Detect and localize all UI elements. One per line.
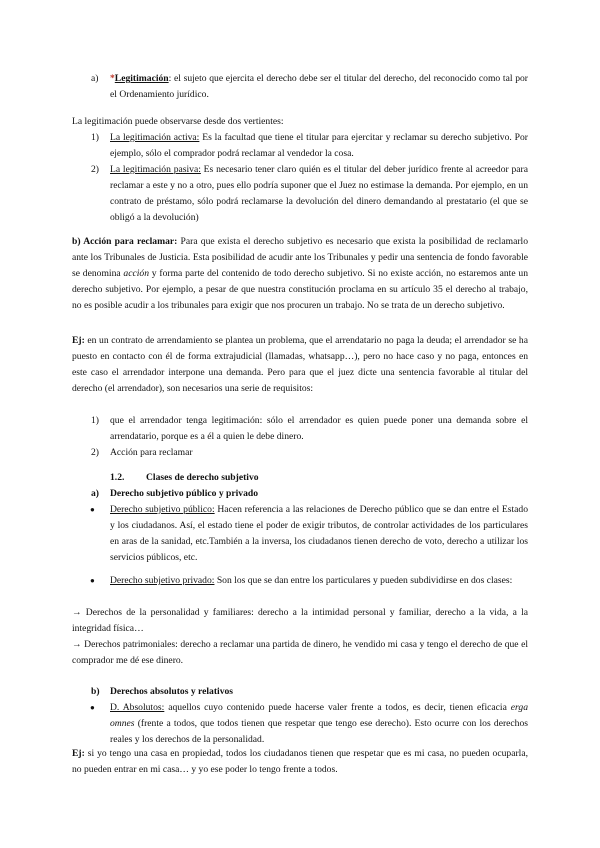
sub-b-bullet-absolutos (90, 700, 528, 748)
item-a-star: * (110, 73, 115, 84)
legit-item-number: 1) (91, 132, 99, 143)
ej1-item-number: 2) (91, 447, 99, 458)
ej1-label: Ej: (72, 335, 85, 346)
ej1-item-2 (91, 445, 528, 461)
ej2-text: si yo tengo una casa en propiedad, todos los ciudadanos tienen que respetar que es mi casa, no pueden ocuparla, no pueden entrar en mi casa… y yo ese poder lo tengo frente a todos. (72, 748, 528, 775)
accion-text-1: Para que exista el derecho subjetivo es necesario que exista la posibilidad de reclamarlo ante los Tribunales de Justicia. Esta posibilidad de acudir ante los Tribunales y pedir una sentencia de fondo favorable se denomina (72, 236, 528, 279)
sub-b-heading (91, 684, 528, 700)
sub-b-marker: b) (91, 686, 100, 697)
ej1-item-1 (91, 413, 528, 445)
section-number: 1.2. (110, 472, 125, 483)
sub-a-heading (91, 486, 528, 502)
sub-b-bullet-label: D. Absolutos: (110, 702, 165, 713)
section-title: Clases de derecho subjetivo (146, 472, 259, 483)
accion-italic: acción (123, 268, 149, 279)
sub-a-arrow-personalidad: → Derechos de la personalidad y familiares: derecho a la intimidad personal y familiar, derecho a la vida, a la integridad física… (72, 607, 528, 634)
sub-a-title: Derecho subjetivo público y privado (110, 488, 259, 499)
item-a-marker: a) (91, 73, 99, 84)
sub-a-bullet-label: Derecho subjetivo público: (110, 504, 215, 515)
accion-label: b) Acción para reclamar: (72, 236, 178, 247)
sub-b-bullet-italic: erga omnes (110, 702, 529, 729)
legit-item-label: La legitimación activa: (110, 132, 200, 143)
item-a-term: Legitimación (114, 73, 169, 84)
sub-a-bullet-text: Hacen referencia a las relaciones de Derecho público que se dan entre el Estado y los ciudadanos. Así, el estado tiene el poder de exigir tributos, de controlar actividades de los particulares en aras de la sanidad, etc.También a la inversa, los ciudadanos tienen derecho de voto, derecho a utilizar los servicios públicos, etc. (110, 504, 529, 563)
sub-a-arrow-patrimoniales: → Derechos patrimoniales: derecho a reclamar una partida de dinero, he vendido mi casa y tengo el derecho de que el comprador me dé ese dinero. (72, 639, 528, 666)
ej2-paragraph (72, 746, 528, 778)
accion-paragraph (72, 234, 528, 314)
section-heading (110, 470, 410, 486)
ej1-item-text: que el arrendador tenga legitimación: sólo el arrendador es quien puede poner una demanda sobre el arrendatario, porque es a él a quien le debe dinero. (110, 415, 528, 442)
sub-a-bullet-privado (90, 573, 528, 589)
legit-item-text: Es la facultad que tiene el titular para ejercitar y reclamar su derecho subjetivo. Por ejemplo, sólo el comprador podrá reclamar al vendedor la cosa. (110, 132, 528, 159)
sub-b-title: Derechos absolutos y relativos (110, 686, 234, 697)
ej1-paragraph (72, 333, 528, 397)
legit-item-text: Es necesario tener claro quién es el titular del deber jurídico frente al acreedor para reclamar a este y no a otro, pues ello podría suponer que el Juez no estimase la demanda. Por ejemplo, en un contrato de préstamo, sólo podrá reclamarse la devolución del dinero demandando al prestatario (el que se obligó a la devolución) (110, 164, 528, 223)
bullet-icon: ● (90, 505, 95, 514)
ej1-text: en un contrato de arrendamiento se plantea un problema, que el arrendatario no paga la deuda; el arrendador se ha puesto en contacto con él de forma extrajudicial (llamadas, whatsapp…), pero no hace caso y no paga, entonces en este caso el arrendador interpone una demanda. Pero para que el juez dicte una sentencia favorable al titular del derecho (el arrendador), son necesarios una serie de requisitos: (72, 335, 528, 394)
legit-item-label: La legitimación pasiva: (110, 164, 201, 175)
item-a-text: : el sujeto que ejercita el derecho debe ser el titular del derecho, del reconocido como tal por el Ordenamiento jurídico. (110, 73, 528, 100)
legit-item-pasiva (91, 162, 528, 226)
legit-item-activa (91, 130, 528, 162)
sub-a-marker: a) (91, 488, 99, 499)
sub-a-bullet-publico (90, 502, 528, 566)
sub-b-bullet-text-1: aquellos cuyo contenido puede hacerse valer frente a todos, es decir, tienen eficacia (164, 702, 511, 713)
sub-a-bullet-label: Derecho subjetivo privado: (110, 575, 215, 586)
legit-item-number: 2) (91, 164, 99, 175)
item-a-legitimacion (91, 71, 528, 103)
ej1-item-number: 1) (91, 415, 99, 426)
ej2-label: Ej: (72, 748, 85, 759)
accion-text-2: y forma parte del contenido de todo derecho subjetivo. Si no existe acción, no estaremos ante un derecho subjetivo. Por ejemplo, a pesar de que nuestra constitución proclama en su artículo 35 el derecho al trabajo, no es posible acudir a los tribunales para exigir que nos procuren un trabajo. No se trata de un derecho subjetivo. (72, 268, 528, 311)
bullet-icon: ● (90, 703, 95, 712)
sub-a-bullet-text: Son los que se dan entre los particulares y pueden subdividirse en dos clases: (214, 575, 513, 586)
ej1-item-text: Acción para reclamar (110, 447, 193, 458)
legit-intro: La legitimación puede observarse desde dos vertientes: (72, 116, 284, 127)
sub-b-bullet-text-2: (frente a todos, que todos tienen que respetar que tengo ese derecho). Esto ocurre con los derechos reales y los derechos de la personalidad. (110, 718, 528, 745)
bullet-icon: ● (90, 576, 95, 585)
